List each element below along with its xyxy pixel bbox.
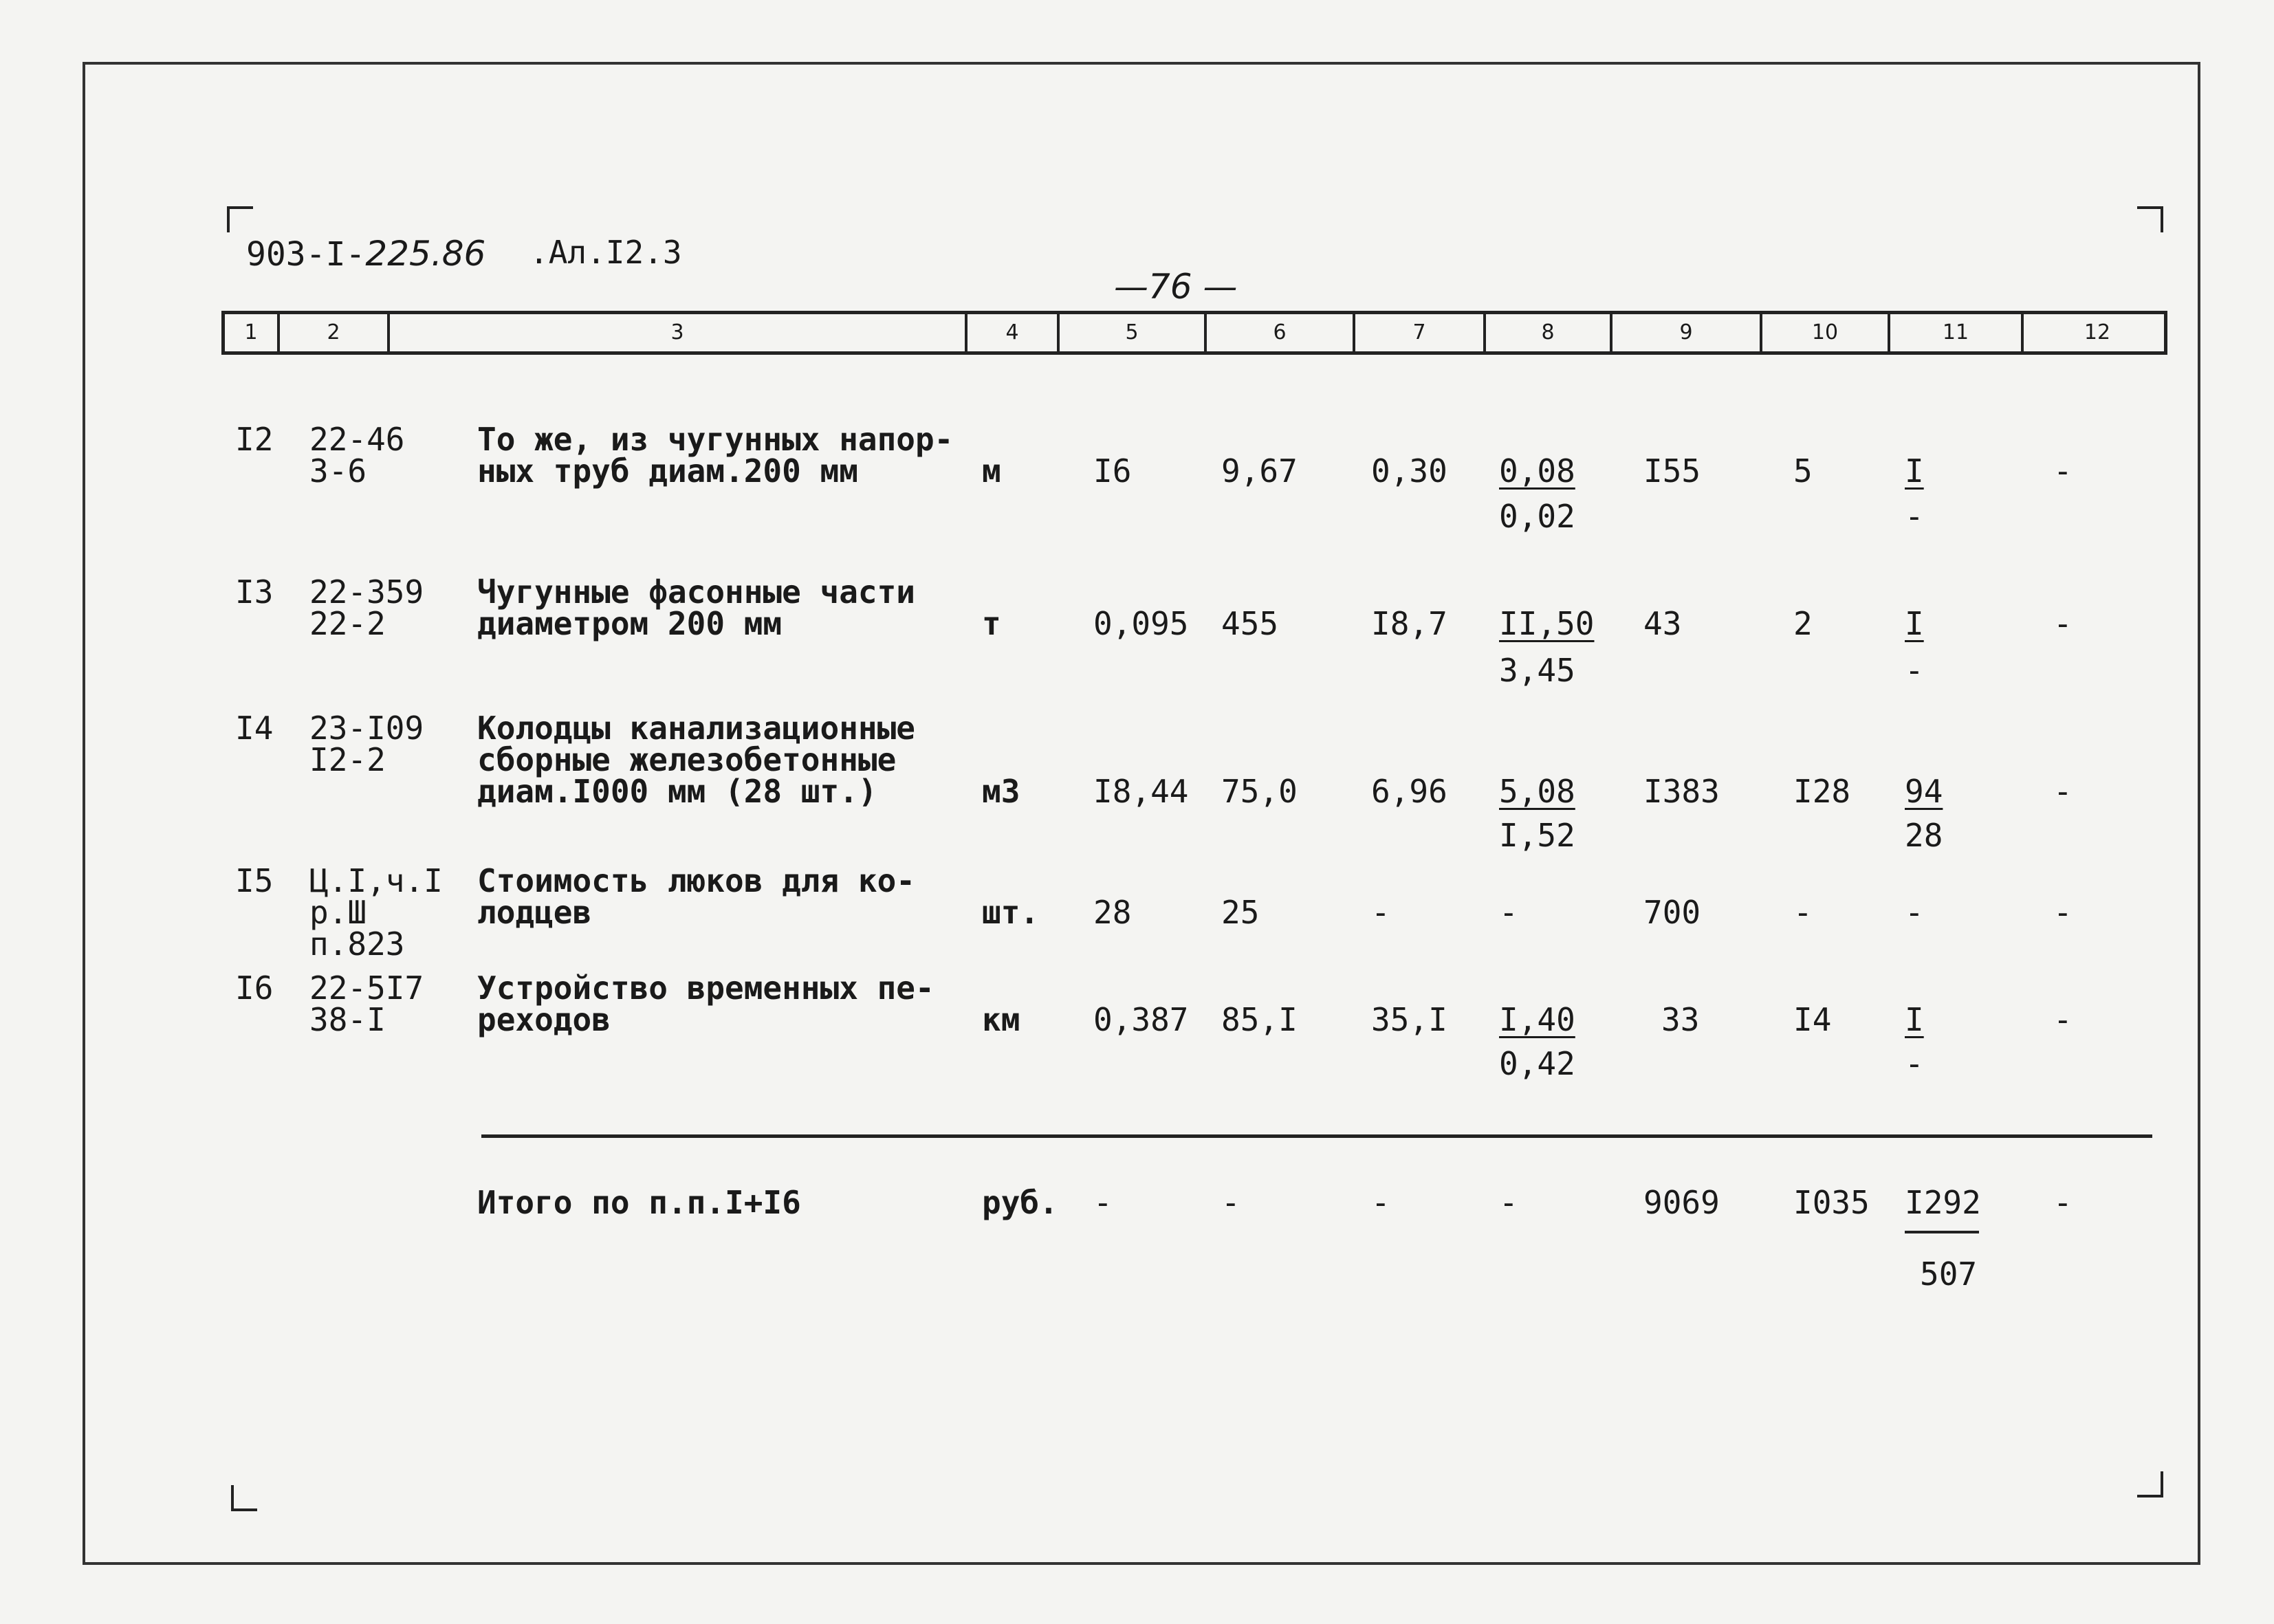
row-col9: 33 xyxy=(1661,1001,1700,1038)
row-quantity: 0,387 xyxy=(1093,1001,1189,1038)
document-code xyxy=(246,234,485,274)
total-col8: - xyxy=(1499,1184,1518,1221)
row-quantity: 0,095 xyxy=(1093,605,1189,642)
row-code: 23-I09 I2-2 xyxy=(309,710,424,778)
row-col7: 6,96 xyxy=(1371,773,1447,810)
row-number: I3 xyxy=(235,573,274,611)
row-quantity: 28 xyxy=(1093,894,1132,931)
row-col8-bottom: I,52 xyxy=(1499,817,1575,854)
column-number: 8 xyxy=(1486,314,1612,351)
row-col9: 700 xyxy=(1643,894,1701,931)
total-col10: I035 xyxy=(1793,1184,1870,1221)
row-col11-top: I xyxy=(1905,452,1924,490)
row-col8-top: 5,08 xyxy=(1499,773,1575,810)
column-number: 4 xyxy=(967,314,1060,351)
total-col5: - xyxy=(1093,1184,1113,1221)
total-col11-bottom: 507 xyxy=(1920,1255,1978,1293)
row-col10: - xyxy=(1793,894,1813,931)
page-number: —76 — xyxy=(1114,267,1238,307)
row-col10: I28 xyxy=(1793,773,1851,810)
row-col7: I8,7 xyxy=(1371,605,1447,642)
row-col11-bottom: - xyxy=(1905,1045,1924,1082)
total-label: Итого по п.п.I+I6 xyxy=(477,1184,801,1221)
row-col11-top: I xyxy=(1905,605,1924,642)
total-col9: 9069 xyxy=(1643,1184,1720,1221)
row-col8-top: I,40 xyxy=(1499,1001,1575,1038)
column-number: 3 xyxy=(390,314,967,351)
corner-mark-bottom-right xyxy=(2137,1471,2163,1497)
corner-mark-top-left xyxy=(227,206,253,232)
column-number: 1 xyxy=(225,314,280,351)
row-col9: I55 xyxy=(1643,452,1701,490)
row-col10: 5 xyxy=(1793,452,1813,490)
row-code: 22-359 22-2 xyxy=(309,573,424,642)
row-quantity: I6 xyxy=(1093,452,1132,490)
column-number: 10 xyxy=(1762,314,1890,351)
total-unit: руб. xyxy=(982,1184,1058,1221)
column-number: 2 xyxy=(280,314,390,351)
total-col11-top: I292 xyxy=(1905,1184,1981,1221)
corner-mark-bottom-left xyxy=(231,1485,257,1511)
row-code: 22-5I7 38-I xyxy=(309,969,424,1038)
row-col6: 85,I xyxy=(1221,1001,1298,1038)
row-col12: - xyxy=(2053,894,2073,931)
row-number: I6 xyxy=(235,969,274,1007)
row-col7: - xyxy=(1371,894,1390,931)
column-number: 6 xyxy=(1207,314,1355,351)
row-col11-bottom: - xyxy=(1905,498,1924,535)
row-col11-bottom: - xyxy=(1905,652,1924,689)
row-unit: шт. xyxy=(982,894,1040,931)
total-col11-divider xyxy=(1905,1231,1979,1233)
total-col6: - xyxy=(1221,1184,1240,1221)
row-col7: 35,I xyxy=(1371,1001,1447,1038)
row-col9: 43 xyxy=(1643,605,1682,642)
row-col10: 2 xyxy=(1793,605,1813,642)
row-description: Колодцы канализационные сборные железобетонные диам.I000 мм (28 шт.) xyxy=(477,710,915,810)
row-col6: 25 xyxy=(1221,894,1260,931)
row-col9: I383 xyxy=(1643,773,1720,810)
document-code-prefix: 903-I- xyxy=(246,235,366,274)
sheet-reference: .Ал.I2.3 xyxy=(529,234,682,271)
row-col12: - xyxy=(2053,605,2073,642)
column-number-row xyxy=(221,311,2167,355)
column-number: 9 xyxy=(1612,314,1762,351)
row-code: 22-46 3-6 xyxy=(309,421,405,490)
total-col12: - xyxy=(2053,1184,2073,1221)
row-col11-top: I xyxy=(1905,1001,1924,1038)
row-col8-bottom: 3,45 xyxy=(1499,652,1575,689)
document-code-number: 225.86 xyxy=(365,234,486,274)
row-col12: - xyxy=(2053,1001,2073,1038)
column-number: 5 xyxy=(1060,314,1207,351)
row-col12: - xyxy=(2053,773,2073,810)
row-number: I4 xyxy=(235,710,274,747)
row-quantity: I8,44 xyxy=(1093,773,1189,810)
row-description: Стоимость люков для ко- лодцев xyxy=(477,862,915,931)
row-description: Чугунные фасонные части диаметром 200 мм xyxy=(477,573,915,642)
row-col6: 75,0 xyxy=(1221,773,1298,810)
row-number: I2 xyxy=(235,421,274,458)
column-number: 7 xyxy=(1355,314,1486,351)
row-number: I5 xyxy=(235,862,274,899)
row-col8-bottom: 0,02 xyxy=(1499,498,1575,535)
total-col7: - xyxy=(1371,1184,1390,1221)
row-col6: 9,67 xyxy=(1221,452,1298,490)
row-col11-top: 94 xyxy=(1905,773,1943,810)
row-col11-bottom: 28 xyxy=(1905,817,1943,854)
row-col7: 0,30 xyxy=(1371,452,1447,490)
row-code: Ц.I,ч.I р.Ш п.823 xyxy=(309,862,443,963)
column-number: 12 xyxy=(2084,320,2111,344)
row-unit: т xyxy=(982,605,1001,642)
total-separator-line xyxy=(481,1134,2152,1138)
row-col8-top: II,50 xyxy=(1499,605,1595,642)
row-description: Устройство временных пе- реходов xyxy=(477,969,934,1038)
column-number: 11 xyxy=(1890,314,2024,351)
row-unit: м xyxy=(982,452,1001,490)
row-col8-top: - xyxy=(1499,894,1518,931)
row-unit: м3 xyxy=(982,773,1020,810)
row-col12: - xyxy=(2053,452,2073,490)
row-col10: I4 xyxy=(1793,1001,1832,1038)
row-col11-top: - xyxy=(1905,894,1924,931)
row-description: То же, из чугунных напор- ных труб диам.200 мм xyxy=(477,421,954,490)
row-unit: км xyxy=(982,1001,1020,1038)
corner-mark-top-right xyxy=(2137,206,2163,232)
row-col8-bottom: 0,42 xyxy=(1499,1045,1575,1082)
row-col8-top: 0,08 xyxy=(1499,452,1575,490)
row-col6: 455 xyxy=(1221,605,1279,642)
